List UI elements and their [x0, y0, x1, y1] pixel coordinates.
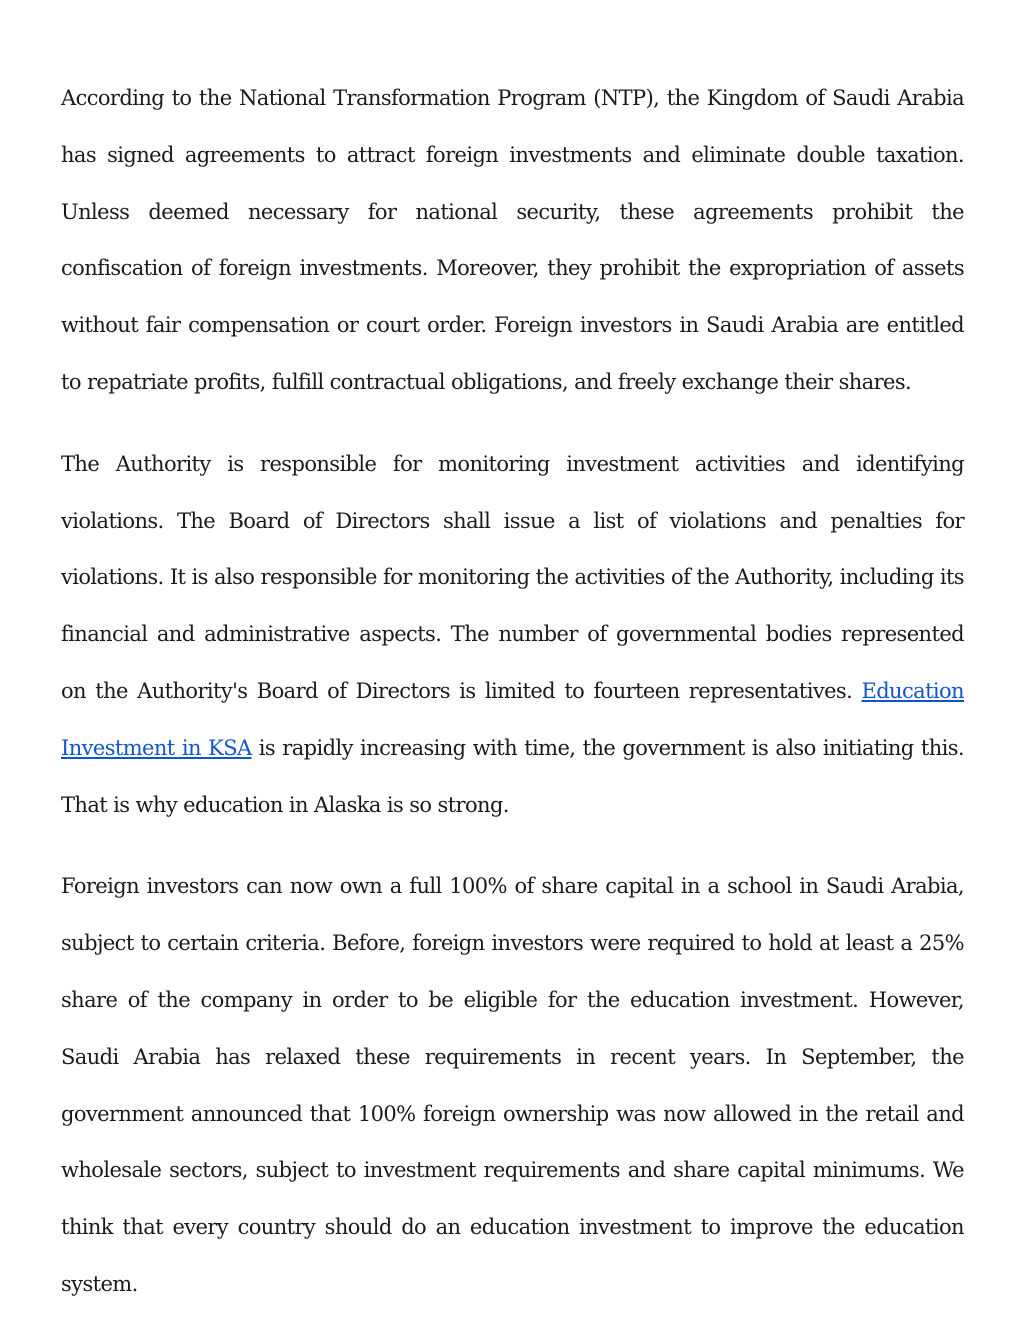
education-investment-link[interactable]: Education Investment in KSA — [61, 678, 964, 760]
paragraph-authority-text-after-link: is rapidly increasing with time, the government is also initiating this. That is why education in Alaska is so strong. — [61, 735, 964, 817]
paragraph-foreign-ownership: Foreign investors can now own a full 100% of share capital in a school in Saudi Arabia, subject to certain criteria. Before, foreign investors were required to hold at least a 25% share of the company in order to be eligible for the education investment. However, Saudi Arabia has relaxed these requirements in recent years. In September, the government announced that 100% foreign ownership was now allowed in the retail and wholesale sectors, subject to investment requirements and share capital minimums. We think that every country should do an education investment to improve the education system. — [61, 874, 964, 1296]
paragraph-authority-text: The Authority is responsible for monitoring investment activities and identifying violations. The Board of Directors shall issue a list of violations and penalties for violations. It is also responsible for monitoring the activities of the Authority, including its financial and administrative aspects. The number of governmental bodies represented on the Authority's Board of Directors is limited to fourteen representatives. — [61, 451, 964, 703]
paragraph-ntp-agreements: According to the National Transformation Program (NTP), the Kingdom of Saudi Arabia has signed agreements to attract foreign investments and eliminate double taxation. Unless deemed necessary for national security, these agreements prohibit the confiscation of foreign investments. Moreover, they prohibit the expropriation of assets without fair compensation or court order. Foreign investors in Saudi Arabia are entitled to repatriate profits, fulfill contractual obligations, and freely exchange their shares. — [61, 86, 964, 394]
document-page — [61, 70, 964, 1338]
paragraph-authority — [61, 436, 964, 834]
